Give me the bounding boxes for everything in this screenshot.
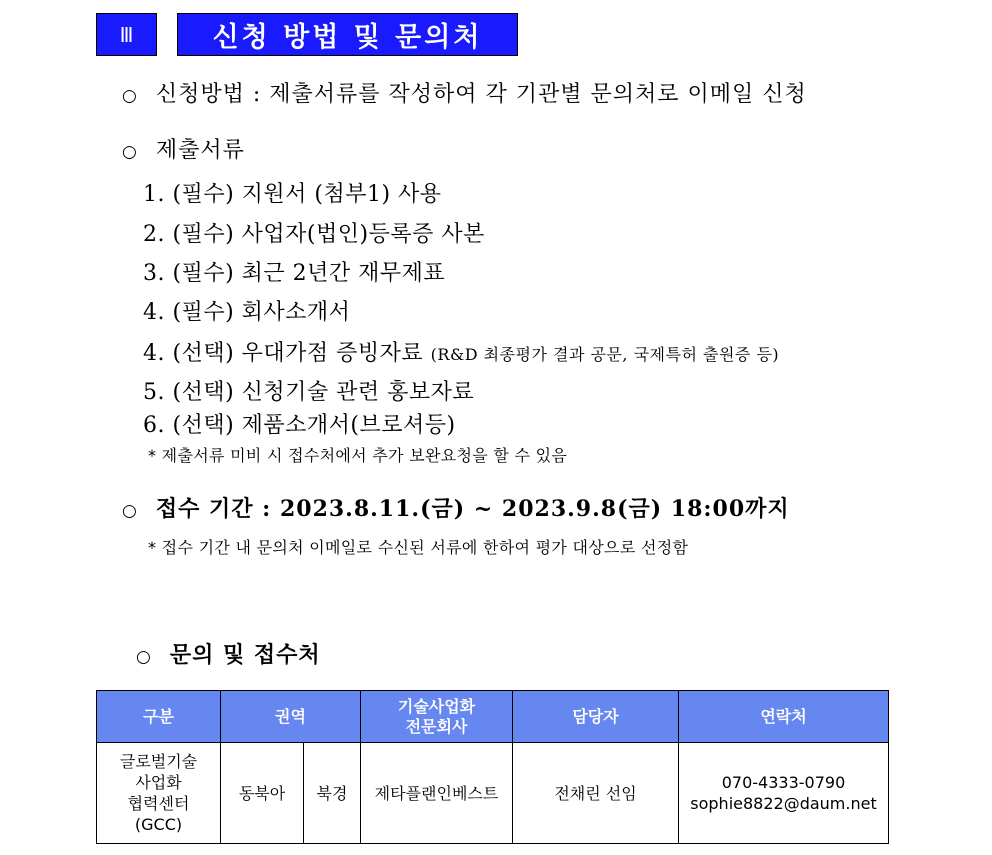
contact-heading: [136, 638, 321, 669]
doc-item: 5. (선택) 신청기술 관련 홍보자료: [143, 380, 475, 405]
cell-region: 동북아: [221, 743, 304, 844]
bullet-icon: ○: [122, 501, 138, 521]
header-region: 권역: [221, 691, 361, 743]
doc-item: 2. (필수) 사업자(법인)등록증 사본: [143, 222, 485, 247]
category-line: 협력센터: [127, 794, 190, 813]
section-title: 신청 방법 및 문의처: [177, 13, 518, 56]
table-header-row: [97, 691, 889, 743]
bullet-icon: ○: [122, 142, 138, 162]
doc-item: 6. (선택) 제품소개서(브로셔등): [143, 413, 456, 438]
category-line: 글로벌기술: [119, 752, 198, 771]
doc-item-detail: (R&D 최종평가 결과 공문, 국제특허 출원증 등): [430, 345, 780, 364]
method-text: 신청방법 : 제출서류를 작성하여 각 기관별 문의처로 이메일 신청: [155, 82, 807, 107]
docs-title: 제출서류: [155, 138, 245, 163]
header-company-line1: 기술사업화: [397, 696, 476, 716]
cell-company: 제타플랜인베스트: [361, 743, 513, 844]
section-number: Ⅲ: [96, 13, 157, 56]
doc-item-text: 4. (선택) 우대가점 증빙자료: [143, 341, 431, 366]
contact-phone: 070-4333-0790: [721, 773, 846, 792]
doc-item: 1. (필수) 지원서 (첨부1) 사용: [143, 182, 442, 207]
header-contact: 연락처: [679, 691, 889, 743]
category-line: 사업화: [135, 773, 182, 792]
bullet-icon: ○: [136, 647, 152, 667]
header-company: [361, 691, 513, 743]
cell-contact: [679, 743, 889, 844]
header-manager: 담당자: [513, 691, 679, 743]
cell-manager: 전채린 선임: [513, 743, 679, 844]
docs-note: * 제출서류 미비 시 접수처에서 추가 보완요청을 할 수 있음: [148, 446, 568, 465]
contact-email[interactable]: sophie8822@daum.net: [690, 794, 877, 813]
docs-heading: [122, 133, 245, 164]
cell-category: [97, 743, 221, 844]
doc-item: 4. (필수) 회사소개서: [143, 300, 351, 325]
doc-item: 3. (필수) 최근 2년간 재무제표: [143, 261, 446, 286]
contact-title: 문의 및 접수처: [169, 642, 321, 668]
period-line: [122, 492, 790, 523]
header-company-line2: 전문회사: [405, 716, 468, 736]
doc-item: [143, 336, 779, 367]
category-line: (GCC): [134, 815, 183, 834]
period-text: 접수 기간 : 2023.8.11.(금) ~ 2023.9.8(금) 18:00까지: [155, 496, 790, 522]
method-line: [122, 77, 807, 108]
table-row: [97, 743, 889, 844]
header-category: 구분: [97, 691, 221, 743]
period-note: * 접수 기간 내 문의처 이메일로 수신된 서류에 한하여 평가 대상으로 선정함: [148, 538, 689, 557]
bullet-icon: ○: [122, 86, 138, 106]
contact-table: [96, 690, 889, 844]
cell-city: 북경: [304, 743, 361, 844]
